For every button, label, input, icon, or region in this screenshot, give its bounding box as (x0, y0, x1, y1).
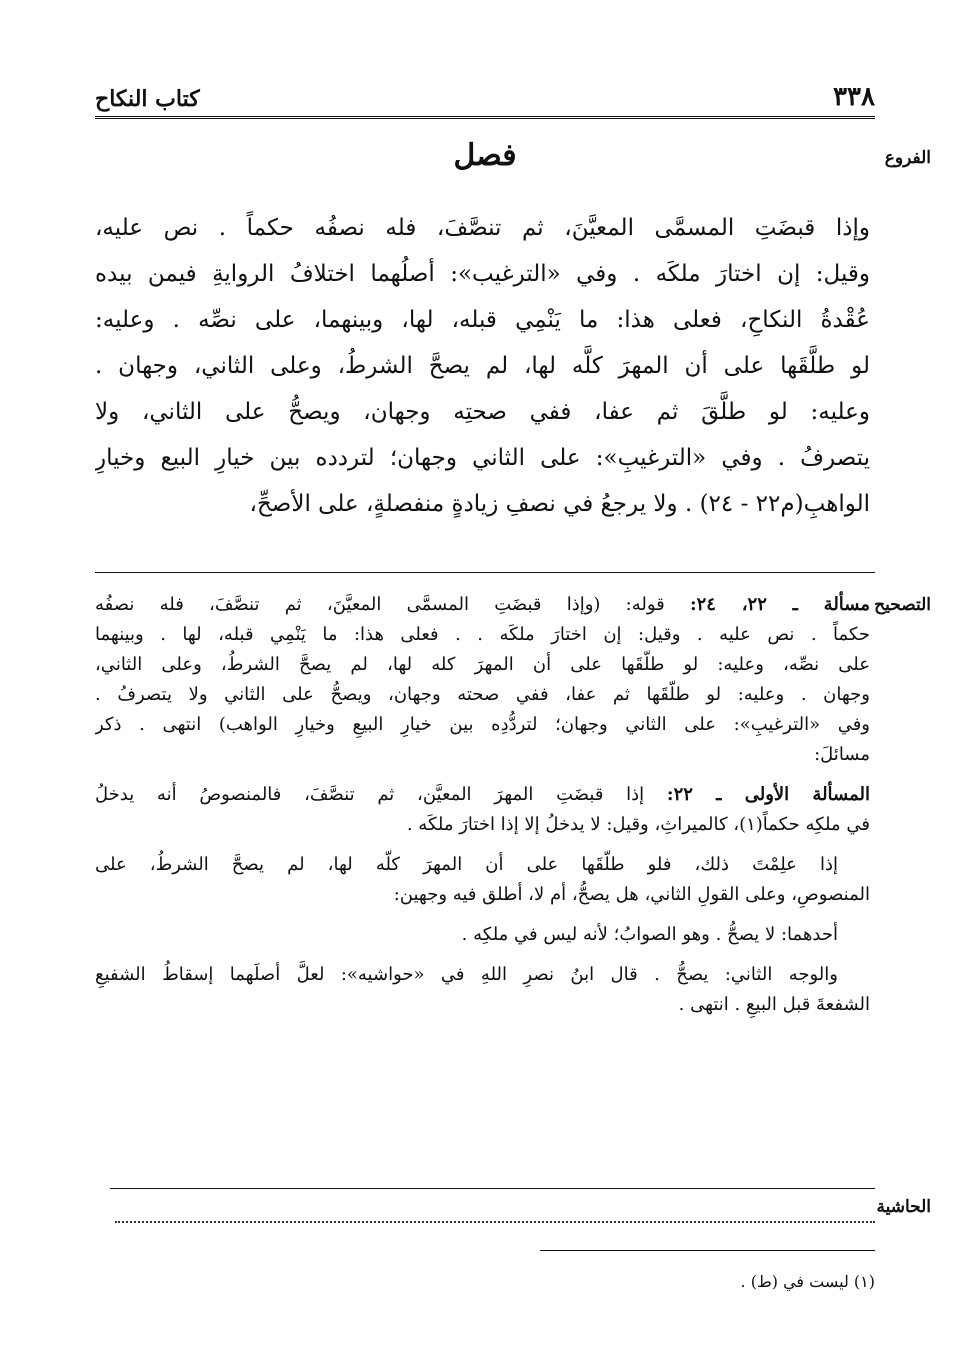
main-text-line: وعليه: لو طلَّقَ ثم عفا، ففي صحتِه وجهان، ويصحُّ على الثاني، ولا (95, 399, 870, 425)
tashih-line: حكماً . نص عليه . وقيل: إن اختارَ ملكَه . . فعلى هذا: ما يَنْمِي قبله، لها . وبينهما (95, 624, 870, 645)
tashih-line-text: إذا قبضَتِ المهرَ المعيَّن، ثم تنصَّفَ، فالمنصوصُ أنه يدخلُ (95, 784, 645, 805)
tashih-paragraph (95, 920, 870, 950)
tashih-line-text: قوله: (وإذا قبضَتِ المسمَّى المعيَّنَ، ثم تنصَّفَ، فله نصفُه (95, 594, 665, 615)
footnote: (١) ليست في (ط) . (740, 1272, 875, 1291)
main-text-divider (95, 572, 875, 573)
main-text-line: الواهبِ(م٢٢ - ٢٤) . ولا يرجعُ في نصفِ زيادةٍ منفصلةٍ، على الأصحِّ، (249, 491, 870, 517)
main-text-line: عُقْدةُ النكاحِ، فعلى هذا: ما يَنْمِي قبله، لها، وبينهما، على نصِّه . وعليه: (95, 307, 870, 333)
tashih-line: على نصِّه، وعليه: لو طلَّقَها على أن المهرَ كله لها، لم يصحَّ الشرطُ، وعلى الثاني، (95, 654, 870, 675)
main-text (95, 205, 870, 527)
tashih-block (95, 590, 870, 1030)
main-text-line: وإذا قبضَتِ المسمَّى المعيَّنَ، ثم تنصَّفَ، فله نصفُه حكماً . نص عليه، (95, 215, 870, 241)
main-text-line: يتصرفُ . وفي «الترغيبِ»: على الثاني وجهان؛ لتردده بين خيارِ البيع وخيارِ (95, 445, 870, 471)
issue-heading: مسألة ـ ٢٢، ٢٤: (689, 594, 870, 615)
hashiya-divider (110, 1188, 875, 1189)
tashih-line: وجهان . وعليه: لو طلَّقَها ثم عفا، ففي صحته وجهان، ويصحُّ على الثاني ولا يتصرفُ . (95, 684, 870, 705)
tashih-paragraph (95, 850, 870, 910)
margin-label-furu: الفروع (884, 148, 931, 168)
tashih-line: إذا علِمْتَ ذلك، فلو طلَّقَها على أن المهرَ كلَّه لها، لم يصحَّ الشرطُ، على (95, 854, 838, 875)
tashih-line: وفي «الترغيبِ»: على الثاني وجهان؛ لتردُّدِه بين خيارِ البيعِ وخيارِ الواهب) انتهى . ذكر (95, 714, 870, 735)
tashih-line: أحدهما: لا يصحُّ . وهو الصوابُ؛ لأنه ليس في ملكِه . (461, 924, 838, 945)
tashih-line: والوجه الثاني: يصحُّ . قال ابنُ نصرِ اللهِ في «حواشيه»: لعلَّ أصلَهما إسقاطُ الشفيعِ (95, 964, 838, 985)
tashih-line: الشفعةَ قبل البيعِ . انتهى . (678, 994, 870, 1015)
hashiya-dotted-line (115, 1221, 875, 1223)
section-title: فصل (453, 138, 517, 173)
tashih-paragraph (95, 780, 870, 840)
main-text-line: لو طلَّقَها على أن المهرَ كلَّه لها، لم يصحَّ الشرطُ، وعلى الثاني، وجهان . (95, 353, 870, 379)
footnote-divider (540, 1250, 875, 1251)
tashih-paragraph (95, 590, 870, 770)
issue-heading: المسألة الأولى ـ ٢٢: (666, 784, 870, 805)
book-title: كتاب النكاح (95, 86, 200, 112)
tashih-line: في ملكِه حكماً(١)، كالميراثِ، وقيل: لا يدخلُ إلا إذا اختارَ ملكَه . (406, 814, 870, 835)
margin-label-tashih: التصحيح (874, 595, 931, 615)
margin-label-hashiya: الحاشية (876, 1197, 931, 1217)
tashih-line: مسائلَ: (814, 744, 870, 765)
tashih-paragraph (95, 960, 870, 1020)
page-number: ٣٣٨ (833, 82, 875, 112)
tashih-line (95, 590, 870, 620)
running-header (95, 68, 875, 119)
tashih-line: المنصوصِ، وعلى القولِ الثاني، هل يصحُّ، أم لا، أطلق فيه وجهين: (393, 884, 870, 905)
tashih-line (95, 780, 870, 810)
main-text-line: وقيل: إن اختارَ ملكَه . وفي «الترغيب»: أصلُهما اختلافُ الروايةِ فيمن بيده (95, 261, 870, 287)
